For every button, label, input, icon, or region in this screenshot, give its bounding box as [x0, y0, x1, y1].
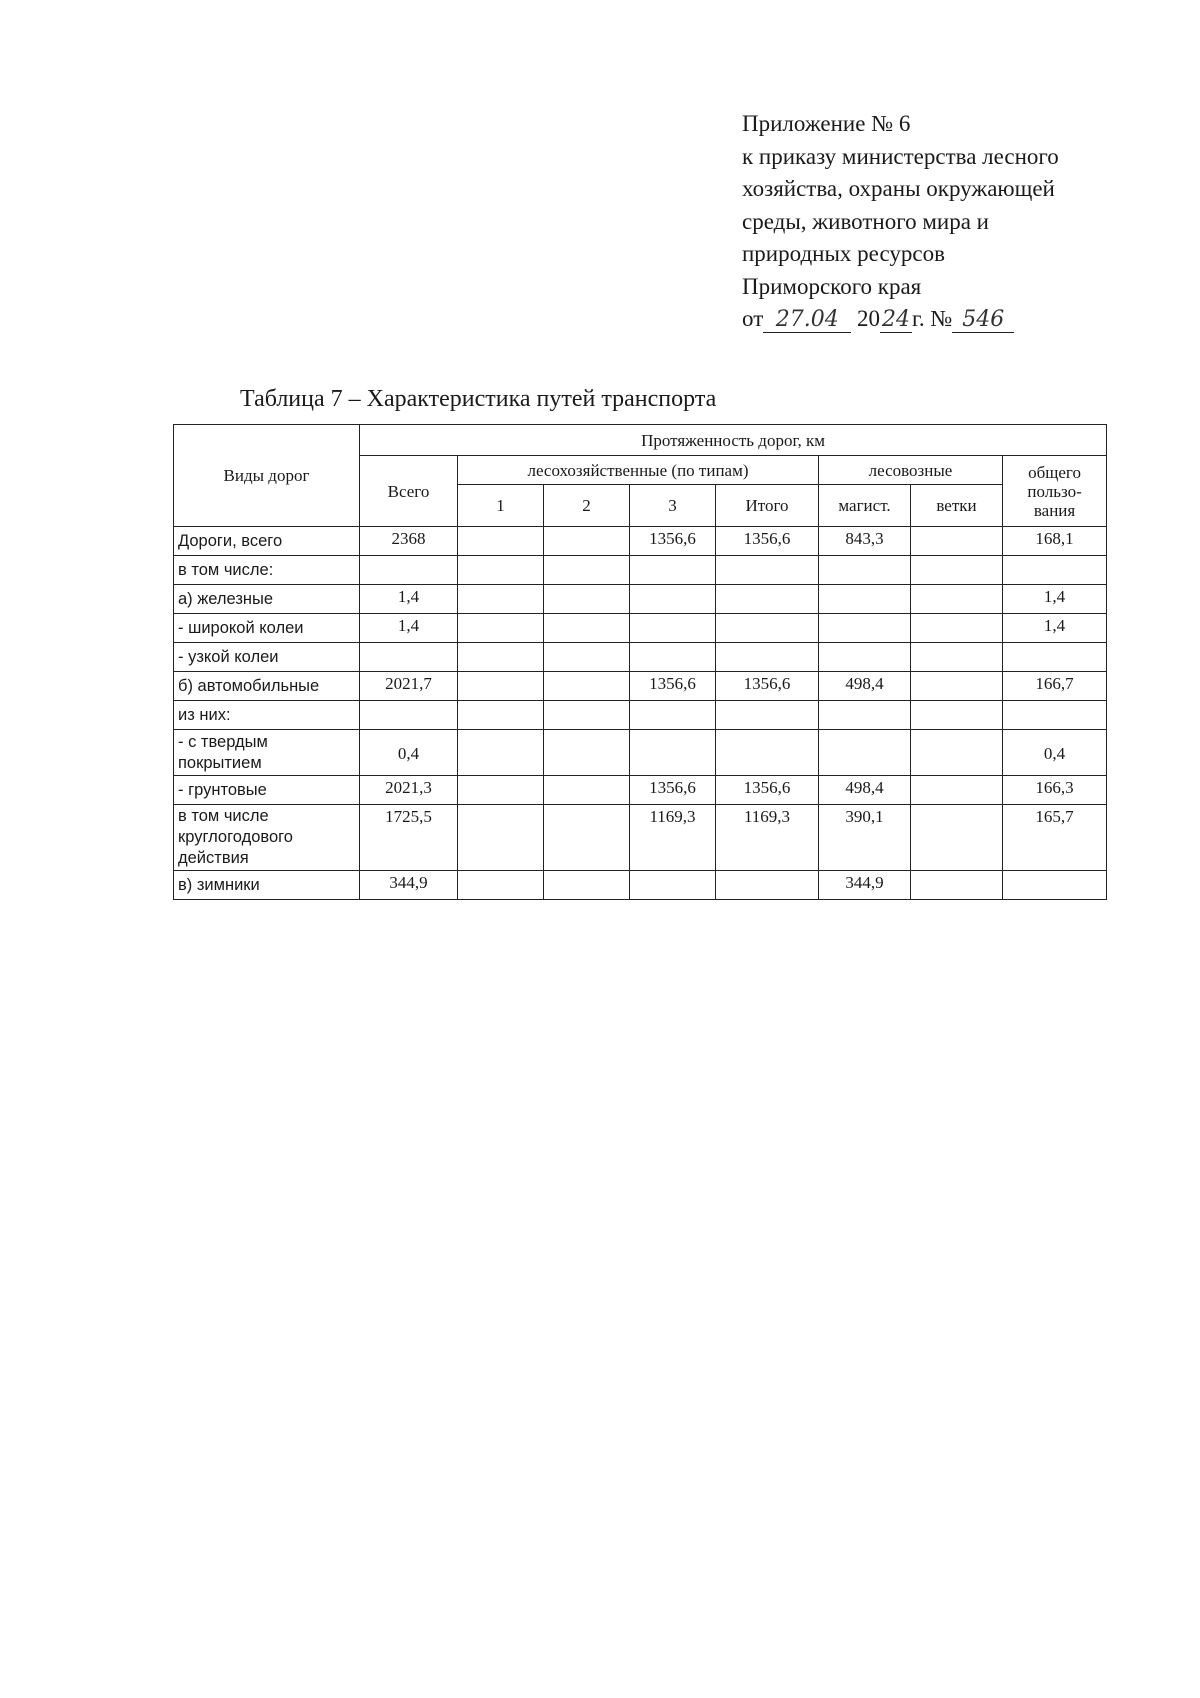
cell-total: 1725,5 — [360, 805, 458, 871]
cell-total: 1,4 — [360, 585, 458, 614]
cell-branches — [911, 805, 1003, 871]
handwritten-number: 546 — [952, 308, 1014, 333]
cell-public: 1,4 — [1003, 614, 1107, 643]
cell-type-3 — [630, 643, 716, 672]
cell-type-1 — [458, 643, 544, 672]
appendix-line: к приказу министерства лесного — [742, 143, 1059, 169]
appendix-block — [742, 108, 1162, 336]
cell-branches — [911, 585, 1003, 614]
table-row — [174, 672, 1107, 701]
cell-total — [360, 701, 458, 730]
cell-main: 498,4 — [819, 776, 911, 805]
row-label: б) автомобильные — [174, 672, 360, 701]
table-title: Таблица 7 – Характеристика путей транспорта — [240, 386, 717, 412]
cell-main — [819, 701, 911, 730]
cell-type-1 — [458, 776, 544, 805]
cell-type-3 — [630, 701, 716, 730]
table-row — [174, 585, 1107, 614]
cell-total: 2021,3 — [360, 776, 458, 805]
cell-type-3 — [630, 585, 716, 614]
header-length: Протяженность дорог, км — [360, 425, 1107, 456]
cell-main: 344,9 — [819, 871, 911, 900]
cell-type-1 — [458, 730, 544, 776]
cell-main: 390,1 — [819, 805, 911, 871]
cell-branches — [911, 614, 1003, 643]
cell-public: 168,1 — [1003, 527, 1107, 556]
cell-total: 1,4 — [360, 614, 458, 643]
cell-public: 166,3 — [1003, 776, 1107, 805]
cell-branches — [911, 730, 1003, 776]
cell-main: 843,3 — [819, 527, 911, 556]
appendix-line: Приложение № 6 — [742, 111, 911, 136]
row-label: в) зимники — [174, 871, 360, 900]
header-type-1: 1 — [458, 485, 544, 527]
appendix-date-line — [742, 303, 1162, 336]
cell-branches — [911, 643, 1003, 672]
cell-total — [360, 643, 458, 672]
cell-public: 165,7 — [1003, 805, 1107, 871]
cell-type-1 — [458, 871, 544, 900]
row-label: - широкой колеи — [174, 614, 360, 643]
header-forestry: лесохозяйственные (по типам) — [458, 456, 819, 485]
cell-type-1 — [458, 614, 544, 643]
appendix-line: хозяйства, охраны окружающей — [742, 176, 1055, 201]
cell-main — [819, 614, 911, 643]
row-label: в том числе круглогодового действия — [174, 805, 360, 871]
cell-branches — [911, 672, 1003, 701]
cell-type-2 — [544, 776, 630, 805]
cell-subtotal — [716, 614, 819, 643]
appendix-line: природных ресурсов — [742, 241, 945, 266]
cell-public: 166,7 — [1003, 672, 1107, 701]
cell-subtotal: 1356,6 — [716, 527, 819, 556]
header-total: Всего — [360, 456, 458, 527]
cell-type-2 — [544, 730, 630, 776]
cell-type-1 — [458, 556, 544, 585]
cell-total: 2368 — [360, 527, 458, 556]
cell-subtotal — [716, 871, 819, 900]
row-label: в том числе: — [174, 556, 360, 585]
header-logging: лесовозные — [819, 456, 1003, 485]
cell-type-2 — [544, 701, 630, 730]
cell-public — [1003, 556, 1107, 585]
appendix-line: Приморского края — [742, 273, 922, 299]
table-row — [174, 776, 1107, 805]
cell-type-1 — [458, 527, 544, 556]
table-row — [174, 701, 1107, 730]
cell-branches — [911, 776, 1003, 805]
cell-type-3 — [630, 556, 716, 585]
header-road-types: Виды дорог — [174, 425, 360, 527]
header-branches: ветки — [911, 485, 1003, 527]
row-label: - грунтовые — [174, 776, 360, 805]
table-row — [174, 527, 1107, 556]
cell-total: 2021,7 — [360, 672, 458, 701]
cell-type-1 — [458, 805, 544, 871]
cell-branches — [911, 527, 1003, 556]
cell-type-2 — [544, 871, 630, 900]
cell-type-3: 1169,3 — [630, 805, 716, 871]
table-row — [174, 556, 1107, 585]
row-label: - узкой колеи — [174, 643, 360, 672]
cell-subtotal — [716, 585, 819, 614]
number-prefix: г. № — [912, 306, 953, 331]
header-type-3: 3 — [630, 485, 716, 527]
cell-type-1 — [458, 672, 544, 701]
cell-public — [1003, 643, 1107, 672]
cell-subtotal: 1169,3 — [716, 805, 819, 871]
cell-subtotal: 1356,6 — [716, 776, 819, 805]
cell-main — [819, 585, 911, 614]
cell-main — [819, 643, 911, 672]
cell-type-3: 1356,6 — [630, 776, 716, 805]
cell-main — [819, 730, 911, 776]
cell-type-2 — [544, 672, 630, 701]
handwritten-year: 24 — [882, 307, 910, 332]
cell-main: 498,4 — [819, 672, 911, 701]
row-label: - с твердым покрытием — [174, 730, 360, 776]
cell-branches — [911, 871, 1003, 900]
table-row — [174, 805, 1107, 871]
cell-public: 1,4 — [1003, 585, 1107, 614]
cell-type-3 — [630, 730, 716, 776]
table-row — [174, 643, 1107, 672]
handwritten-date: 27.04 — [763, 308, 851, 333]
date-prefix: от — [742, 306, 764, 331]
table-row — [174, 871, 1107, 900]
cell-type-2 — [544, 643, 630, 672]
cell-type-2 — [544, 527, 630, 556]
cell-type-2 — [544, 805, 630, 871]
table-row — [174, 730, 1107, 776]
appendix-line: среды, животного мира и — [742, 208, 989, 234]
header-public: общего пользо-вания — [1003, 456, 1107, 527]
row-label: Дороги, всего — [174, 527, 360, 556]
table-row — [174, 614, 1107, 643]
cell-public — [1003, 871, 1107, 900]
cell-total — [360, 556, 458, 585]
cell-public: 0,4 — [1003, 730, 1107, 776]
cell-type-2 — [544, 585, 630, 614]
cell-public — [1003, 701, 1107, 730]
header-main: магист. — [819, 485, 911, 527]
row-label: из них: — [174, 701, 360, 730]
cell-subtotal — [716, 730, 819, 776]
cell-type-3 — [630, 614, 716, 643]
cell-type-1 — [458, 701, 544, 730]
cell-main — [819, 556, 911, 585]
cell-type-3 — [630, 871, 716, 900]
cell-subtotal — [716, 643, 819, 672]
year-prefix: 20 — [857, 306, 880, 331]
header-type-2: 2 — [544, 485, 630, 527]
roads-table — [173, 424, 1107, 900]
cell-branches — [911, 556, 1003, 585]
cell-type-3: 1356,6 — [630, 672, 716, 701]
cell-branches — [911, 701, 1003, 730]
cell-total: 0,4 — [360, 730, 458, 776]
cell-type-3: 1356,6 — [630, 527, 716, 556]
cell-type-2 — [544, 556, 630, 585]
cell-total: 344,9 — [360, 871, 458, 900]
cell-type-1 — [458, 585, 544, 614]
cell-subtotal: 1356,6 — [716, 672, 819, 701]
header-subtotal: Итого — [716, 485, 819, 527]
row-label: а) железные — [174, 585, 360, 614]
cell-subtotal — [716, 556, 819, 585]
cell-type-2 — [544, 614, 630, 643]
cell-subtotal — [716, 701, 819, 730]
